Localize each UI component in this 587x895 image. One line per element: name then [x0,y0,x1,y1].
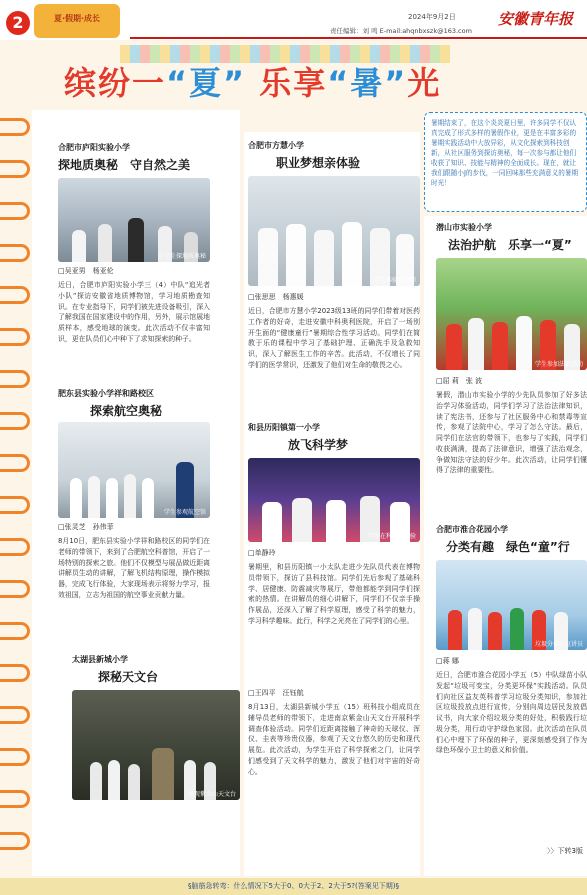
spiral-ring [0,538,30,556]
photo-caption: 学生在科技馆体验 [367,533,416,540]
article-school: 太湖县新城小学 [72,655,128,664]
article-photo [58,422,210,518]
spiral-ring [0,244,30,262]
editor-info: 责任编辑：刘 鸣 E-mail:ahqnbxszk@163.com [330,27,472,35]
article-school: 肥东县实验小学祥和路校区 [58,389,154,398]
spiral-ring [0,370,30,388]
article-school: 合肥市方慧小学 [248,141,304,150]
article-body: 暑期里，和县历阳镇一小太队走进少先队员代表在博物员带领下，探访了县科技馆。同学们先后参观了基础科学、居健康、防震减灾等展厅，带他都能学到同学们探索的热情。在讲解员的细心讲解下，同学们不仅亲手操作展品，还深入了解了科学原理，感受了科学的魅力，学习科学趣味。此行，科学之光亮在了同学们的心里。 [248,563,420,625]
spiral-ring [0,664,30,682]
photo-caption: 小学生探地质奥秘 [157,253,206,260]
header-rule [130,37,587,39]
spiral-ring [0,202,30,220]
spiral-ring [0,832,30,850]
photo-caption: 学生参加法治活动 [534,361,583,368]
photo-caption: 学生体验药剂师 [373,277,416,284]
column-logo [34,4,120,38]
intro-box: 暑期结束了，在这个炎炎夏日里，许多同学不仅认真完成了形式多样的暑假作业，更是在丰富多彩的暑期实践活动中大放异彩，从文化探索到科技创新，从社区服务到探访奥秘，每一次参与都让他们收获了知识、技能与精神的全面成长。现在，就让我们跟随小J的步伐，一同回味那些充满意义的暑期时光！ [424,112,587,212]
article-byline: □张思思 杨惠媛 [248,293,304,301]
headline-quote-2: “暑” [327,64,408,102]
article-body: 8月10日，肥东县实验小学祥和路校区的同学们在老师的带领下，来到了合肥航空科普馆，开启了一场特别的探索之旅。他们不仅模型与展品做近距离讲解员生动的讲解，了解飞机结构原理，操作模拟器，完成飞行体验，大家现场表示将努力学习，报效祖国，立志为祖国的航空事业贡献力量。 [58,537,210,599]
spiral-ring [0,286,30,304]
article-title: 探索航空奥秘 [90,404,163,418]
article-school: 合肥市庐阳实验小学 [58,143,130,152]
spiral-ring [0,790,30,808]
spiral-ring [0,622,30,640]
spiral-ring [0,454,30,472]
photo-caption: 参观紫金山天文台 [187,791,236,798]
photo-caption: 学生参观航空馆 [163,509,206,516]
article-body: 近日，合肥市淮合花园小学五（5）中队绿苗小队发起“垃圾可变宝，分类更环保”实践活动。队员们向社区益友英科普学习垃圾分类知识，参加社区垃圾投放点进行宣传，分别向周边居民发放倡议书，向大家介绍垃圾分类的好处，积极践行垃圾分类，用行动守护绿色家园。此次活动在队员们心中埋下了环保的种子，更深刻感受到了作为绿色环保小卫士的意义和价值。 [436,671,587,755]
article-photo [248,176,420,286]
issue-date: 2024年9月2日 [408,13,456,21]
photo-caption: 垃圾分类小宣讲员 [534,641,583,648]
footer-riddle: §脑筋急转弯：什么情况下5大于0、0大于2、2大于5?(答案见下期)§ [0,878,587,895]
article-photo [58,178,210,262]
article-title: 职业梦想亲体验 [276,156,361,170]
article-title: 法治护航 乐享一“夏” [448,238,572,252]
spiral-ring [0,412,30,430]
article-school: 和县历阳镇第一小学 [248,423,320,432]
article-photo [72,690,240,800]
article-body: 8月13日，太湖县新城小学五（15）班科技小组成员在辅导员老师的带领下，走进南京紫金山天文台开展科学调查体验活动。同学们近距离接触了神奇的天球仪、浑仪、圭表等珍贵仪器，参观了天文台悠久的历史和现代展览。此次活动，为学生开启了科学探索之门，让同学们感受到了天文科学的魅力，激发了他们对宇宙的好奇心。 [248,703,420,776]
headline-quote-1: “夏” [166,64,247,102]
header-bar [0,0,587,40]
article-photo [248,458,420,542]
spiral-ring [0,580,30,598]
article-body: 暑假，潜山市实验小学的少先队员参加了好多法治学习体验活动，同学们学习了法治法律知识，读了宪法书，还参与了社区服务中心和禁毒等宣传，参观了法院中心，学习了怎么守法。最后，同学们在法官的带领下，也参与了实践，同学们收获满满，提高了法律意识，增强了法治观念，争做知法守法的好少年。此次活动，让同学们懂得了法律的重要性。 [436,391,587,475]
spiral-ring [0,706,30,724]
article-byline: □张灵芝 孙伟菲 [58,523,114,531]
continued-note: 〉〉下转3版 [547,847,583,855]
column-logo-text: 夏·假期·成长 [53,14,101,23]
article-photo [436,560,587,650]
article-title: 探秘天文台 [98,670,159,684]
article-title: 探地质奥秘 守自然之美 [58,158,191,172]
article-byline: □蒋 娜 [436,657,459,665]
headline-part-3: 光 [407,64,442,102]
article-byline: □屈 莉 张 波 [436,377,483,385]
article-byline: □单静玲 [248,549,276,557]
headline-part-2: 乐享 [246,64,328,102]
article-school: 合肥市淮合花园小学 [436,525,508,534]
article-body: 近日，合肥市方慧小学2023级13班的同学们带着对医药工作者的好奇，走进安徽中科奥利医院，开启了一场别开生面的“健康童行”暑期综合性学习活动。同学们在简教于乐的课程中学习了基础护理、正确洗手及急救知识，深入了解医生工作的辛苦。此活动，不仅增长了同学们的医学常识，还激发了他们对生命的敬畏之心。 [248,307,420,369]
headline-part-1: 缤纷一 [64,64,167,102]
article-body: 近日，合肥市庐阳实验小学三（4）中队“追光者小队”探访安徽省地质博物馆，学习地质勘查知识。在专业指导下，同学们被先进设备吸引，深入了解我国在国家建设中的作用，另外，展示馆展地质样本，感受地球的演变。此次活动不仅丰富知识，更在队员们心中种下了求知探索的种子。 [58,281,210,343]
page-number: 2 [6,11,30,35]
spiral-ring [0,748,30,766]
spiral-ring [0,118,30,136]
spiral-ring [0,328,30,346]
article-school: 潜山市实验小学 [436,223,492,232]
newspaper-name: 安徽青年报 [498,10,574,28]
article-title: 放飞科学梦 [288,438,349,452]
article-photo [436,258,587,370]
spiral-ring [0,496,30,514]
spiral-ring [0,160,30,178]
page-headline [64,58,441,104]
article-title: 分类有趣 绿色“童”行 [446,540,570,554]
article-byline: □吴亚男 杨亚伦 [58,267,114,275]
article-byline: □王四平 汪钰航 [248,689,304,697]
